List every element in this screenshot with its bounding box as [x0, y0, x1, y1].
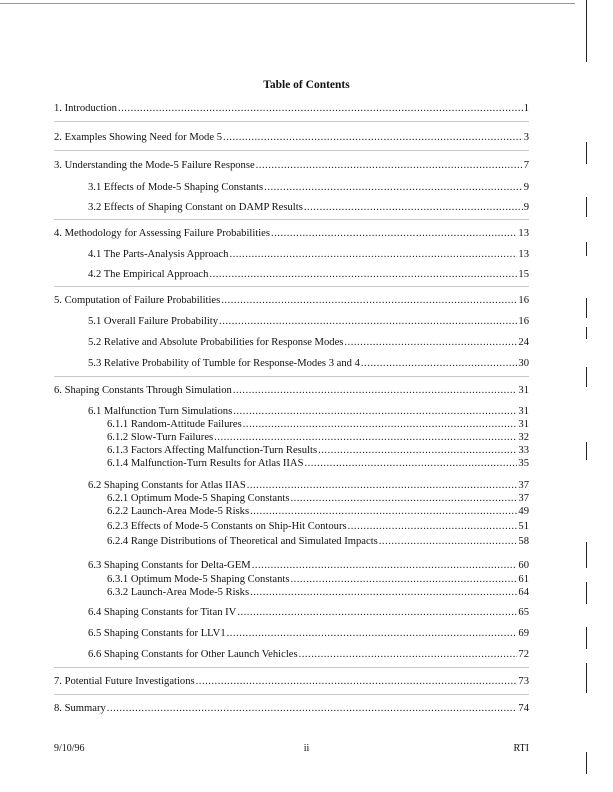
toc-entry-label: 5.1 Overall Failure Probability — [88, 316, 219, 327]
toc-entry[interactable] — [54, 384, 529, 397]
toc-entry[interactable] — [107, 418, 529, 431]
change-bar — [586, 242, 587, 256]
toc-entry-label: 7. Potential Future Investigations — [54, 676, 195, 687]
toc-leader-dots — [344, 336, 517, 349]
toc-entry-label: 6.2.1 Optimum Mode-5 Shaping Constants — [107, 493, 290, 504]
section-divider — [54, 150, 529, 151]
toc-entry[interactable] — [54, 131, 529, 144]
footer-page-number: ii — [303, 743, 310, 754]
toc-entry-label: 3. Understanding the Mode-5 Failure Response — [54, 160, 255, 171]
toc-entry[interactable] — [88, 648, 529, 661]
toc-entry[interactable] — [54, 159, 529, 172]
toc-entry[interactable] — [54, 675, 529, 688]
toc-entry[interactable] — [107, 573, 529, 586]
toc-entry-label: 6.5 Shaping Constants for LLV1 — [88, 628, 226, 639]
toc-entry-page: 49 — [518, 506, 529, 517]
toc-entry-label: 8. Summary — [54, 703, 106, 714]
toc-entry[interactable] — [107, 431, 529, 444]
toc-entry-page: 31 — [518, 419, 529, 430]
change-bar — [586, 298, 587, 318]
toc-entry[interactable] — [88, 336, 529, 349]
toc-leader-dots — [233, 405, 517, 418]
toc-leader-dots — [304, 457, 517, 470]
toc-entry-page: 61 — [518, 574, 529, 585]
change-bar — [586, 442, 587, 460]
toc-leader-dots — [221, 294, 517, 307]
section-divider — [54, 376, 529, 377]
section-divider — [54, 121, 529, 122]
toc-entry[interactable] — [107, 586, 529, 599]
toc-entry-label: 6.3.1 Optimum Mode-5 Shaping Constants — [107, 574, 290, 585]
toc-entry-page: 7 — [523, 160, 529, 171]
toc-entry[interactable] — [54, 294, 529, 307]
section-divider — [54, 219, 529, 220]
toc-entry[interactable] — [88, 479, 529, 492]
toc-entry-label: 6.1.2 Slow-Turn Failures — [107, 432, 214, 443]
toc-entry-page: 30 — [518, 358, 529, 369]
toc-entry[interactable] — [54, 702, 529, 715]
toc-entry-label: 3.2 Effects of Shaping Constant on DAMP Results — [88, 202, 303, 213]
toc-entry-page: 1 — [523, 103, 529, 114]
section-divider — [54, 667, 529, 668]
change-bar — [586, 582, 587, 604]
toc-entry-page: 16 — [518, 295, 529, 306]
toc-entry[interactable] — [54, 102, 529, 115]
toc-leader-dots — [290, 573, 517, 586]
toc-entry-page: 37 — [518, 480, 529, 491]
toc-entry[interactable] — [88, 606, 529, 619]
toc-entry[interactable] — [107, 505, 529, 518]
toc-entry-page: 16 — [518, 316, 529, 327]
toc-entry-label: 5. Computation of Failure Probabilities — [54, 295, 221, 306]
toc-entry[interactable] — [88, 627, 529, 640]
section-divider — [54, 286, 529, 287]
toc-entry-page: 35 — [518, 458, 529, 469]
toc-entry-label: 6. Shaping Constants Through Simulation — [54, 385, 232, 396]
toc-leader-dots — [233, 384, 518, 397]
toc-leader-dots — [223, 131, 523, 144]
toc-leader-dots — [264, 181, 523, 194]
toc-entry-page: 73 — [518, 676, 529, 687]
toc-entry[interactable] — [88, 248, 529, 261]
toc-entry-label: 6.2 Shaping Constants for Atlas IIAS — [88, 480, 246, 491]
footer-organization: RTI — [513, 743, 529, 754]
toc-entry-page: 13 — [518, 249, 529, 260]
toc-leader-dots — [237, 606, 517, 619]
change-bar — [586, 327, 587, 339]
toc-entry-page: 32 — [518, 432, 529, 443]
toc-entry[interactable] — [107, 492, 529, 505]
toc-leader-dots — [247, 479, 518, 492]
toc-entry-page: 58 — [518, 536, 529, 547]
section-divider — [54, 694, 529, 695]
toc-entry-page: 51 — [518, 521, 529, 532]
toc-leader-dots — [304, 201, 523, 214]
toc-entry-label: 6.4 Shaping Constants for Titan IV — [88, 607, 237, 618]
toc-entry[interactable] — [88, 181, 529, 194]
toc-leader-dots — [196, 675, 518, 688]
toc-leader-dots — [243, 418, 518, 431]
toc-leader-dots — [118, 102, 523, 115]
change-bar — [586, 0, 587, 62]
toc-entry[interactable] — [107, 457, 529, 470]
toc-leader-dots — [256, 159, 523, 172]
toc-entry-label: 6.3.2 Launch-Area Mode-5 Risks — [107, 587, 250, 598]
toc-leader-dots — [299, 648, 518, 661]
toc-entry-label: 6.1.1 Random-Attitude Failures — [107, 419, 242, 430]
toc-entry-label: 4. Methodology for Assessing Failure Probabilities — [54, 228, 270, 239]
toc-entry-page: 9 — [523, 202, 529, 213]
toc-entry-page: 64 — [518, 587, 529, 598]
toc-entry-label: 2. Examples Showing Need for Mode 5 — [54, 132, 222, 143]
toc-entry-page: 24 — [518, 337, 529, 348]
toc-entry-label: 6.1.4 Malfunction-Turn Results for Atlas IIAS — [107, 458, 304, 469]
toc-entry-label: 6.6 Shaping Constants for Other Launch Vehicles — [88, 649, 298, 660]
change-bar — [586, 627, 587, 649]
toc-leader-dots — [318, 444, 517, 457]
toc-entry-page: 3 — [523, 132, 529, 143]
change-bar — [586, 367, 587, 387]
toc-leader-dots — [209, 268, 517, 281]
toc-entry-label: 6.2.4 Range Distributions of Theoretical and Simulated Impacts — [107, 536, 378, 547]
toc-leader-dots — [348, 520, 518, 533]
change-bar — [586, 752, 587, 774]
toc-entry-label: 6.2.2 Launch-Area Mode-5 Risks — [107, 506, 250, 517]
toc-entry[interactable] — [107, 535, 529, 548]
page-title: Table of Contents — [263, 79, 350, 91]
toc-leader-dots — [107, 702, 518, 715]
toc-entry-page: 60 — [518, 560, 529, 571]
footer-date: 9/10/96 — [54, 743, 85, 754]
toc-entry-page: 69 — [518, 628, 529, 639]
toc-leader-dots — [229, 248, 517, 261]
toc-entry-page: 9 — [523, 182, 529, 193]
toc-entry-page: 15 — [518, 269, 529, 280]
toc-entry-label: 5.3 Relative Probability of Tumble for Response-Modes 3 and 4 — [88, 358, 360, 369]
toc-leader-dots — [219, 315, 517, 328]
toc-entry[interactable] — [88, 268, 529, 281]
toc-entry-label: 6.1.3 Factors Affecting Malfunction-Turn Results — [107, 445, 318, 456]
toc-entry-page: 13 — [518, 228, 529, 239]
toc-leader-dots — [227, 627, 518, 640]
toc-entry-page: 33 — [518, 445, 529, 456]
toc-entry[interactable] — [88, 357, 529, 370]
change-bar — [586, 542, 587, 568]
toc-entry-label: 4.1 The Parts-Analysis Approach — [88, 249, 229, 260]
toc-entry-page: 72 — [518, 649, 529, 660]
toc-entry[interactable] — [88, 559, 529, 572]
change-bar — [586, 142, 587, 164]
toc-entry-label: 6.1 Malfunction Turn Simulations — [88, 406, 233, 417]
toc-entry-label: 1. Introduction — [54, 103, 117, 114]
toc-entry[interactable] — [88, 405, 529, 418]
toc-leader-dots — [379, 535, 518, 548]
toc-entry-page: 65 — [518, 607, 529, 618]
toc-entry-label: 4.2 The Empirical Approach — [88, 269, 209, 280]
toc-entry-label: 3.1 Effects of Mode-5 Shaping Constants — [88, 182, 264, 193]
toc-entry[interactable] — [107, 444, 529, 457]
change-bar — [586, 663, 587, 693]
toc-entry[interactable] — [54, 227, 529, 240]
toc-leader-dots — [214, 431, 517, 444]
toc-leader-dots — [290, 492, 517, 505]
toc-entry[interactable] — [88, 315, 529, 328]
change-bar — [586, 197, 587, 217]
toc-leader-dots — [252, 559, 518, 572]
toc-entry-page: 31 — [518, 406, 529, 417]
toc-entry-label: 6.2.3 Effects of Mode-5 Constants on Ship-Hit Contours — [107, 521, 347, 532]
toc-entry-page: 74 — [518, 703, 529, 714]
toc-leader-dots — [361, 357, 518, 370]
toc-entry-page: 31 — [518, 385, 529, 396]
toc-leader-dots — [271, 227, 517, 240]
toc-entry-label: 6.3 Shaping Constants for Delta-GEM — [88, 560, 251, 571]
toc-entry[interactable] — [88, 201, 529, 214]
toc-entry[interactable] — [107, 520, 529, 533]
toc-entry-page: 37 — [518, 493, 529, 504]
toc-leader-dots — [250, 586, 517, 599]
toc-entry-label: 5.2 Relative and Absolute Probabilities for Response Modes — [88, 337, 344, 348]
toc-leader-dots — [250, 505, 517, 518]
top-rule — [0, 3, 575, 4]
